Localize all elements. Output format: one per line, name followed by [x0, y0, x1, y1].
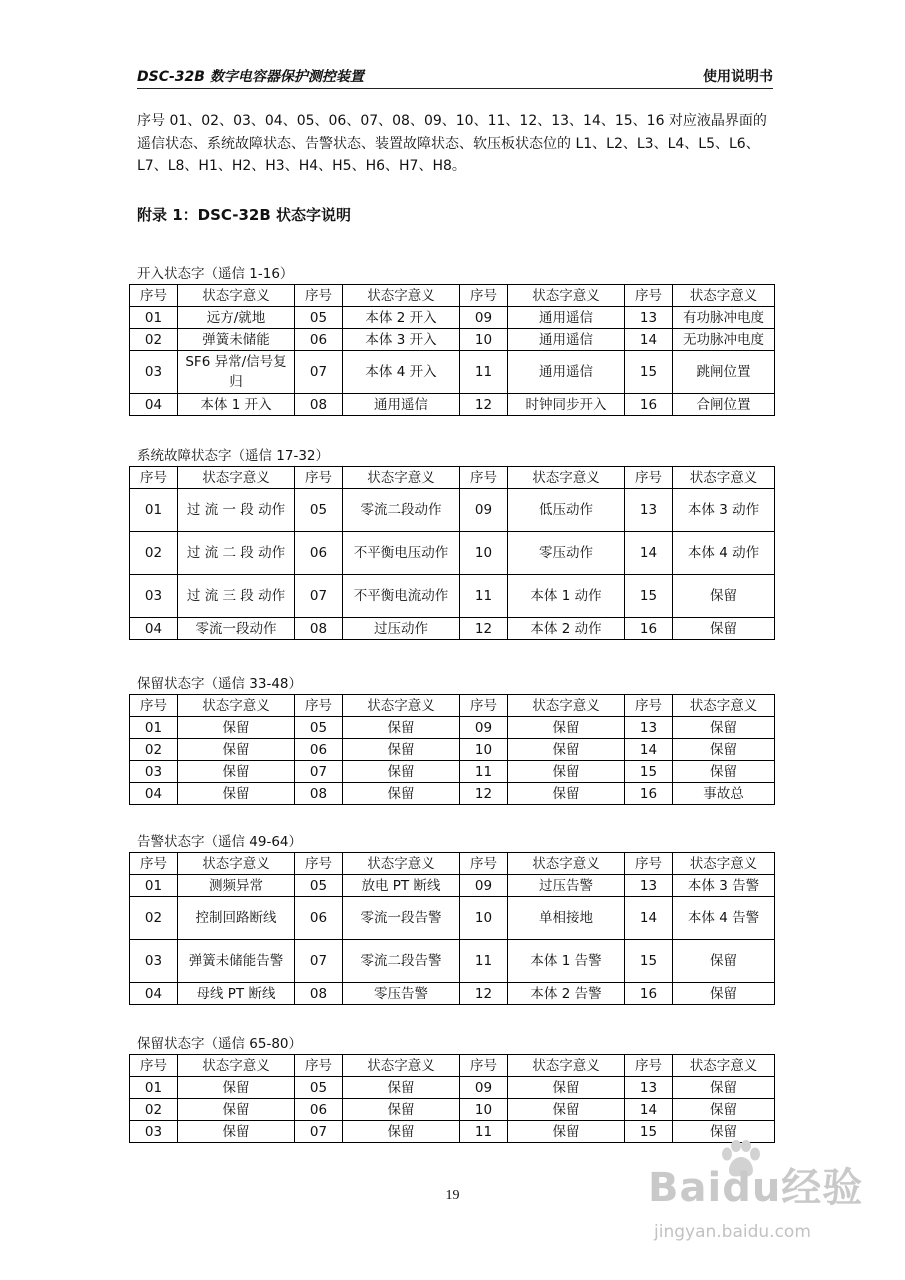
header-cell: 序号: [625, 695, 673, 717]
header-cell: 序号: [625, 853, 673, 875]
table-cell: 过 流 一 段 动作: [178, 489, 295, 532]
table-row: [130, 489, 775, 532]
table-cell: 11: [460, 351, 508, 394]
table-cell: 06: [295, 739, 343, 761]
table-cell: 07: [295, 1121, 343, 1143]
status-section-system-fault: [129, 446, 774, 640]
table-row: [130, 532, 775, 575]
table-cell: 01: [130, 1077, 178, 1099]
table-cell: 本体 4 开入: [343, 351, 460, 394]
table-cell: 通用遥信: [508, 329, 625, 351]
table-cell: 07: [295, 575, 343, 618]
table-cell: 过压告警: [508, 875, 625, 897]
table-cell: 01: [130, 307, 178, 329]
header-cell: 序号: [625, 285, 673, 307]
header-cell: 序号: [130, 285, 178, 307]
table-cell: 11: [460, 1121, 508, 1143]
table-cell: 13: [625, 875, 673, 897]
table-cell: 14: [625, 739, 673, 761]
table-cell: 14: [625, 897, 673, 940]
header-cell: 状态字意义: [178, 1055, 295, 1077]
table-cell: 过压动作: [343, 618, 460, 640]
header-cell: 序号: [130, 695, 178, 717]
table-cell: 保留: [178, 717, 295, 739]
table-cell: 08: [295, 394, 343, 416]
table-row: [130, 575, 775, 618]
table-cell: SF6 异常/信号复归: [178, 351, 295, 394]
table-cell: 06: [295, 1099, 343, 1121]
table-cell: 13: [625, 1077, 673, 1099]
header-manual-label: 使用说明书: [703, 69, 773, 85]
table-cell: 02: [130, 1099, 178, 1121]
table-row: [130, 783, 775, 805]
table-cell: 02: [130, 739, 178, 761]
table-cell: 通用遥信: [343, 394, 460, 416]
table-row: [130, 351, 775, 394]
table-cell: 06: [295, 532, 343, 575]
table-row: [130, 875, 775, 897]
header-cell: 序号: [460, 467, 508, 489]
header-cell: 序号: [460, 1055, 508, 1077]
table-cell: 保留: [343, 1077, 460, 1099]
header-cell: 状态字意义: [508, 695, 625, 717]
table-cell: 11: [460, 761, 508, 783]
table-cell: 04: [130, 394, 178, 416]
table-cell: 过 流 二 段 动作: [178, 532, 295, 575]
table-cell: 10: [460, 897, 508, 940]
status-table: [129, 1054, 775, 1143]
status-section-alarm: [129, 832, 774, 1005]
table-cell: 09: [460, 1077, 508, 1099]
table-cell: 12: [460, 618, 508, 640]
table-cell: 放电 PT 断线: [343, 875, 460, 897]
table-header-row: [130, 1055, 775, 1077]
table-cell: 跳闸位置: [673, 351, 775, 394]
table-cell: 15: [625, 940, 673, 983]
table-cell: 保留: [508, 717, 625, 739]
table-cell: 保留: [343, 761, 460, 783]
header-cell: 状态字意义: [673, 1055, 775, 1077]
table-header-row: [130, 467, 775, 489]
table-cell: 03: [130, 940, 178, 983]
table-cell: 16: [625, 618, 673, 640]
header-cell: 状态字意义: [673, 695, 775, 717]
table-cell: 零流二段告警: [343, 940, 460, 983]
table-cell: 保留: [673, 1099, 775, 1121]
table-cell: 08: [295, 983, 343, 1005]
table-cell: 保留: [343, 739, 460, 761]
table-cell: 保留: [673, 575, 775, 618]
table-cell: 10: [460, 329, 508, 351]
table-cell: 过 流 三 段 动作: [178, 575, 295, 618]
table-cell: 11: [460, 940, 508, 983]
status-table: [129, 694, 775, 805]
header-cell: 序号: [130, 853, 178, 875]
header-cell: 状态字意义: [343, 695, 460, 717]
table-cell: 10: [460, 739, 508, 761]
table-cell: 保留: [673, 618, 775, 640]
table-cell: 11: [460, 575, 508, 618]
header-product-title: DSC-32B 数字电容器保护测控装置: [137, 69, 364, 85]
table-cell: 单相接地: [508, 897, 625, 940]
table-cell: 保留: [178, 1121, 295, 1143]
header-cell: 序号: [130, 1055, 178, 1077]
header-cell: 状态字意义: [673, 853, 775, 875]
table-cell: 12: [460, 783, 508, 805]
table-row: [130, 983, 775, 1005]
table-cell: 母线 PT 断线: [178, 983, 295, 1005]
header-cell: 序号: [295, 1055, 343, 1077]
header-cell: 序号: [295, 853, 343, 875]
header-cell: 状态字意义: [343, 853, 460, 875]
table-cell: 05: [295, 489, 343, 532]
status-section-input: [129, 264, 774, 416]
header-cell: 状态字意义: [673, 285, 775, 307]
table-cell: 05: [295, 1077, 343, 1099]
table-cell: 本体 3 动作: [673, 489, 775, 532]
header-cell: 序号: [460, 285, 508, 307]
header-cell: 状态字意义: [178, 853, 295, 875]
table-cell: 02: [130, 532, 178, 575]
header-cell: 序号: [460, 695, 508, 717]
table-cell: 保留: [178, 1099, 295, 1121]
table-cell: 保留: [508, 1121, 625, 1143]
table-cell: 保留: [343, 783, 460, 805]
table-cell: 控制回路断线: [178, 897, 295, 940]
table-cell: 保留: [508, 1099, 625, 1121]
header-cell: 状态字意义: [508, 853, 625, 875]
header-cell: 序号: [625, 1055, 673, 1077]
header-cell: 状态字意义: [178, 285, 295, 307]
table-cell: 通用遥信: [508, 351, 625, 394]
table-cell: 保留: [673, 761, 775, 783]
table-cell: 弹簧未储能告警: [178, 940, 295, 983]
table-cell: 14: [625, 532, 673, 575]
header-cell: 状态字意义: [673, 467, 775, 489]
table-cell: 05: [295, 875, 343, 897]
table-row: [130, 618, 775, 640]
table-cell: 13: [625, 489, 673, 532]
table-cell: 零压告警: [343, 983, 460, 1005]
table-cell: 本体 2 开入: [343, 307, 460, 329]
table-cell: 保留: [508, 761, 625, 783]
table-cell: 本体 2 告警: [508, 983, 625, 1005]
table-row: [130, 307, 775, 329]
header-cell: 序号: [625, 467, 673, 489]
appendix-title: 附录 1：DSC-32B 状态字说明: [137, 206, 352, 224]
table-cell: 低压动作: [508, 489, 625, 532]
header-cell: 状态字意义: [343, 1055, 460, 1077]
table-cell: 保留: [343, 1099, 460, 1121]
table-cell: 06: [295, 329, 343, 351]
table-cell: 15: [625, 1121, 673, 1143]
table-cell: 16: [625, 783, 673, 805]
table-cell: 08: [295, 783, 343, 805]
table-cell: 16: [625, 983, 673, 1005]
table-cell: 15: [625, 351, 673, 394]
table-cell: 14: [625, 329, 673, 351]
table-cell: 测频异常: [178, 875, 295, 897]
status-table: [129, 466, 775, 640]
table-cell: 远方/就地: [178, 307, 295, 329]
page-number: 19: [445, 1188, 460, 1203]
header-cell: 状态字意义: [343, 285, 460, 307]
table-cell: 本体 3 开入: [343, 329, 460, 351]
table-cell: 09: [460, 489, 508, 532]
table-cell: 15: [625, 575, 673, 618]
table-cell: 03: [130, 351, 178, 394]
table-cell: 保留: [673, 940, 775, 983]
table-cell: 12: [460, 983, 508, 1005]
table-cell: 05: [295, 307, 343, 329]
header-cell: 序号: [295, 695, 343, 717]
table-cell: 事故总: [673, 783, 775, 805]
table-cell: 03: [130, 1121, 178, 1143]
table-cell: 01: [130, 875, 178, 897]
table-cell: 保留: [343, 717, 460, 739]
table-cell: 09: [460, 875, 508, 897]
table-header-row: [130, 695, 775, 717]
table-cell: 02: [130, 329, 178, 351]
intro-paragraph: 序号 01、02、03、04、05、06、07、08、09、10、11、12、13、14、15、16 对应液晶界面的遥信状态、系统故障状态、告警状态、装置故障状态、软压板状态位的 L1、L2、L3、L4、L5、L6、L7、L8、H1、H2、H3、H4、H5、H6、H7、H8。: [137, 113, 767, 174]
table-cell: 零压动作: [508, 532, 625, 575]
table-row: [130, 394, 775, 416]
table-cell: 保留: [178, 1077, 295, 1099]
table-row: [130, 329, 775, 351]
page-header: [137, 66, 773, 89]
watermark: [640, 1140, 895, 1275]
header-cell: 状态字意义: [508, 1055, 625, 1077]
table-cell: 零流一段动作: [178, 618, 295, 640]
section-title: 保留状态字（遥信 65-80）: [137, 1036, 303, 1052]
section-title: 开入状态字（遥信 1-16）: [137, 266, 294, 282]
section-title: 保留状态字（遥信 33-48）: [137, 676, 303, 692]
table-cell: 保留: [178, 783, 295, 805]
table-cell: 保留: [673, 739, 775, 761]
table-header-row: [130, 853, 775, 875]
table-cell: 09: [460, 307, 508, 329]
table-cell: 04: [130, 618, 178, 640]
table-cell: 有功脉冲电度: [673, 307, 775, 329]
status-table: [129, 284, 775, 416]
table-cell: 14: [625, 1099, 673, 1121]
table-cell: 08: [295, 618, 343, 640]
header-cell: 序号: [460, 853, 508, 875]
table-cell: 保留: [343, 1121, 460, 1143]
table-row: [130, 761, 775, 783]
header-cell: 序号: [295, 467, 343, 489]
header-cell: 状态字意义: [508, 285, 625, 307]
table-cell: 保留: [508, 739, 625, 761]
table-row: [130, 1077, 775, 1099]
table-cell: 13: [625, 307, 673, 329]
table-cell: 本体 4 告警: [673, 897, 775, 940]
table-cell: 05: [295, 717, 343, 739]
table-cell: 时钟同步开入: [508, 394, 625, 416]
status-section-reserved-33-48: [129, 674, 774, 805]
watermark-url: jingyan.baidu.com: [654, 1222, 811, 1242]
table-cell: 合闸位置: [673, 394, 775, 416]
section-title: 系统故障状态字（遥信 17-32）: [137, 448, 330, 464]
table-cell: 12: [460, 394, 508, 416]
status-table: [129, 852, 775, 1005]
table-row: [130, 739, 775, 761]
table-row: [130, 940, 775, 983]
watermark-logo: Baidu经验: [648, 1165, 864, 1211]
table-cell: 04: [130, 983, 178, 1005]
table-cell: 无功脉冲电度: [673, 329, 775, 351]
header-cell: 序号: [130, 467, 178, 489]
table-header-row: [130, 285, 775, 307]
table-row: [130, 897, 775, 940]
header-cell: 状态字意义: [178, 695, 295, 717]
table-cell: 零流一段告警: [343, 897, 460, 940]
table-cell: 不平衡电压动作: [343, 532, 460, 575]
table-cell: 保留: [673, 1121, 775, 1143]
table-cell: 06: [295, 897, 343, 940]
table-cell: 01: [130, 717, 178, 739]
table-cell: 本体 3 告警: [673, 875, 775, 897]
header-cell: 状态字意义: [508, 467, 625, 489]
header-cell: 状态字意义: [343, 467, 460, 489]
table-cell: 本体 1 动作: [508, 575, 625, 618]
section-title: 告警状态字（遥信 49-64）: [137, 834, 303, 850]
table-row: [130, 717, 775, 739]
table-cell: 03: [130, 575, 178, 618]
table-cell: 保留: [673, 717, 775, 739]
table-cell: 07: [295, 761, 343, 783]
table-cell: 本体 4 动作: [673, 532, 775, 575]
header-cell: 状态字意义: [178, 467, 295, 489]
table-cell: 01: [130, 489, 178, 532]
table-row: [130, 1099, 775, 1121]
table-cell: 零流二段动作: [343, 489, 460, 532]
table-cell: 16: [625, 394, 673, 416]
table-cell: 保留: [508, 783, 625, 805]
table-cell: 通用遥信: [508, 307, 625, 329]
table-cell: 保留: [673, 1077, 775, 1099]
header-cell: 序号: [295, 285, 343, 307]
table-cell: 本体 2 动作: [508, 618, 625, 640]
table-cell: 保留: [673, 983, 775, 1005]
table-cell: 13: [625, 717, 673, 739]
table-cell: 07: [295, 351, 343, 394]
table-cell: 02: [130, 897, 178, 940]
table-cell: 04: [130, 783, 178, 805]
table-cell: 本体 1 开入: [178, 394, 295, 416]
table-cell: 本体 1 告警: [508, 940, 625, 983]
table-cell: 07: [295, 940, 343, 983]
table-cell: 15: [625, 761, 673, 783]
table-cell: 10: [460, 532, 508, 575]
table-cell: 保留: [178, 739, 295, 761]
table-cell: 09: [460, 717, 508, 739]
status-section-reserved-65-80: [129, 1034, 774, 1143]
table-cell: 弹簧未储能: [178, 329, 295, 351]
table-cell: 保留: [178, 761, 295, 783]
table-cell: 03: [130, 761, 178, 783]
table-cell: 保留: [508, 1077, 625, 1099]
table-cell: 不平衡电流动作: [343, 575, 460, 618]
table-cell: 10: [460, 1099, 508, 1121]
